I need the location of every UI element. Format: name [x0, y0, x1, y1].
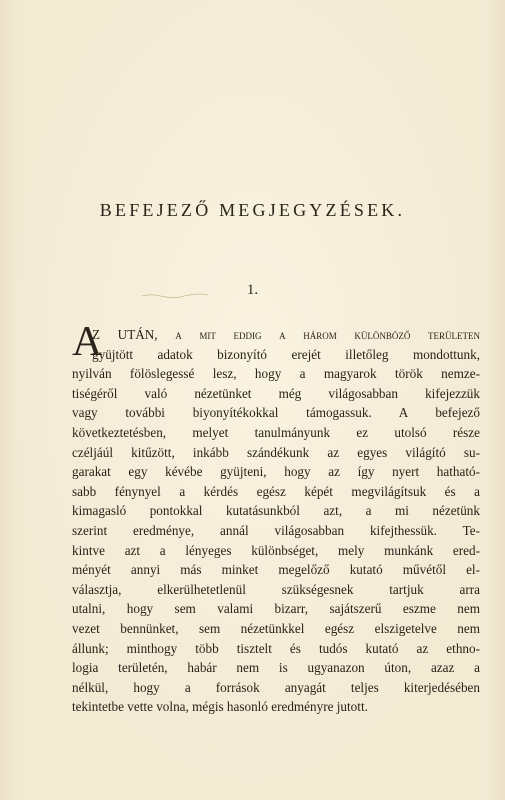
- text-line: utalni, hogy sem valami bizarr, sajátszerű eszme nem: [72, 601, 480, 617]
- text-line: ményét annyi más minket megelőző kutató művétől el-: [72, 562, 480, 578]
- text-line: nélkül, hogy a források anyagát teljes kiterjedésében: [72, 679, 480, 695]
- text-line: tekintetbe vette volna, mégis hasonló eredményre jutott.: [72, 699, 368, 715]
- body-text: [72, 325, 480, 717]
- text-line: czéljáúl kitűzött, inkább szándékunk az egyes világító su-: [72, 444, 480, 460]
- section-number: 1.: [246, 282, 259, 298]
- text-line: szerint eredménye, annál világosabban kifejthessük. Te-: [72, 522, 480, 538]
- text-line: kintve azt a lényeges különbséget, mely munkánk ered-: [72, 542, 480, 558]
- text-line: logia területén, habár nem is ugyanazon úton, azaz a: [72, 660, 480, 676]
- text-line: következtetésben, melyet tanulmányunk ez utolsó része: [72, 424, 480, 440]
- text-line: választja, elkerülhetetlenül szükségesnek tartjuk arra: [72, 581, 480, 597]
- text-line: kimagasló pontokkal kutatásunkból azt, a mi nézetünk: [72, 503, 480, 519]
- text-line: nyilván fölöslegessé lesz, hogy a magyarok török nemze-: [72, 366, 480, 382]
- text-line: Z UTÁN, a mit eddig a három különböző területen: [92, 327, 480, 342]
- text-line: vezet bennünket, sem nézetünkkel egész elszigetelve nem: [72, 620, 480, 636]
- text-line: vagy további biyonyítékokkal támogassuk. A befejező: [72, 405, 480, 421]
- text-line: garakat egy kévébe gyüjteni, hogy az így nyert hatható-: [72, 464, 480, 480]
- text-line: tiségéről való nézetünket még világosabban kifejezzük: [72, 385, 480, 401]
- drop-cap: A: [72, 319, 103, 365]
- chapter-heading: BEFEJEZŐ MEGJEGYZÉSEK.: [99, 200, 406, 220]
- text-line: gyüjtött adatok bizonyító erejét illetőleg mondottunk,: [92, 346, 480, 362]
- text-line: állunk; minthogy több tisztelt és tudós kutató az ethno-: [72, 640, 480, 656]
- text-line: sabb fénynyel a kérdés egész képét megvilágítsuk és a: [72, 483, 480, 499]
